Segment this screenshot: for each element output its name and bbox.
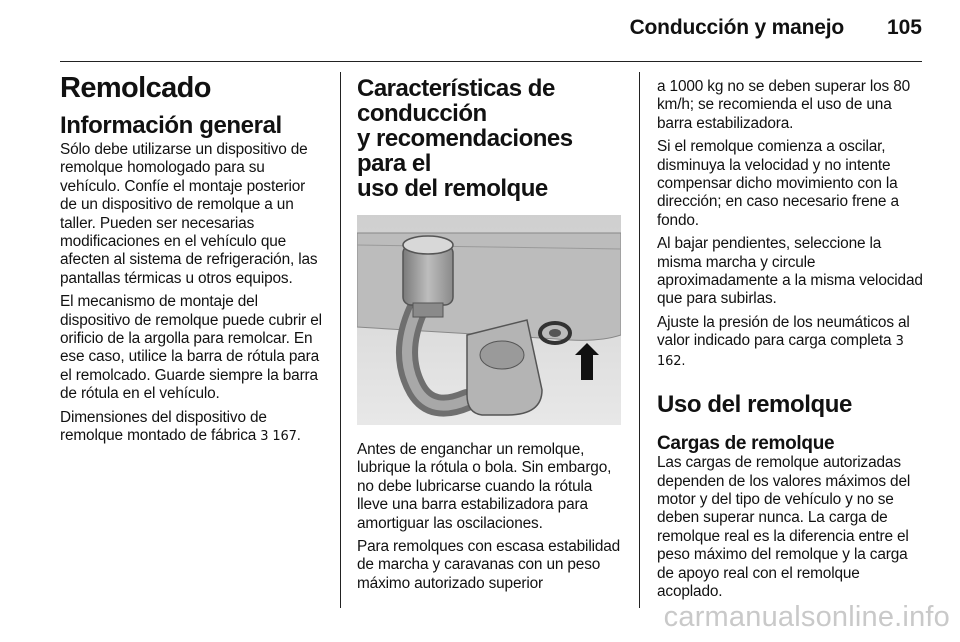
section-title-remolcado: Remolcado: [60, 72, 211, 104]
paragraph: Las cargas de remolque autorizadas dependen de los valores máximos del motor y del tipo de vehículo y no se deben superar nunca. La carga de remolque real es la diferencia entre el peso máximo del remolque y la carga de apoyo real con el remolque acoplado.: [657, 454, 911, 600]
tow-hitch-illustration: [357, 215, 621, 425]
paragraph: [657, 314, 923, 371]
paragraph: [60, 409, 326, 447]
column-1: [60, 70, 326, 452]
subsection-title-informacion-general: Información general: [60, 112, 282, 139]
section-title-uso-del-remolque: Uso del remolque: [657, 391, 852, 419]
column-3: [657, 78, 923, 606]
subsection-title-cargas-de-remolque: Cargas de remolque: [657, 433, 835, 455]
paragraph: El mecanismo de montaje del dispositivo de remolque puede cubrir el orificio de la argolla para remolcar. En ese caso, utilice la barra de rótula para el remolcado. Guarde siempre la barra de rótula en el vehículo.: [60, 293, 322, 403]
tow-hitch-drawing: [357, 215, 621, 425]
paragraph-text: Ajuste la presión de los neumáticos al valor indicado para carga completa: [657, 313, 910, 350]
paragraph: Antes de enganchar un remolque, lubrique la rótula o bola. Sin embargo, no debe lubricarse cuando la rótula lleve una barra estabilizadora para amortiguar las oscilaciones.: [357, 441, 612, 532]
paragraph: a 1000 kg no se deben superar los 80 km/h; se recomienda el uso de una barra estabilizadora.: [657, 78, 911, 132]
running-header-title: Conducción y manejo: [629, 16, 844, 39]
paragraph: Para remolques con escasa estabilidad de marcha y caravanas con un peso máximo autorizado superior: [357, 538, 621, 592]
paragraph: Sólo debe utilizarse un dispositivo de remolque homologado para su vehículo. Confíe el montaje posterior de un dispositivo de remolque a un taller. Pueden ser necesarias modificaciones en el vehículo que afecten al sistema de refrigeración, las pantallas térmicas u otros equipos.: [60, 141, 318, 287]
column-divider-1: [340, 72, 341, 608]
column-2: [357, 76, 623, 598]
page-number: 105: [886, 16, 922, 39]
page-reference-link[interactable]: 3 162.: [657, 334, 904, 369]
paragraph: Al bajar pendientes, seleccione la misma marcha y circule aproximadamente a la misma velocidad que para subirlas.: [657, 235, 923, 308]
paragraph-text: Dimensiones del dispositivo de remolque montado de fábrica: [60, 408, 267, 445]
paragraph: Si el remolque comienza a oscilar, disminuya la velocidad y no intente compensar dicho movimiento con la dirección; en caso necesario frene a fondo.: [657, 138, 899, 229]
page-reference-link[interactable]: 3 167.: [260, 429, 301, 445]
section-title-caracteristicas: Características de conducción y recomendaciones para el uso del remolque: [357, 75, 573, 202]
header-divider: [60, 61, 922, 62]
watermark: carmanualsonline.info: [663, 601, 950, 633]
column-divider-2: [639, 72, 640, 608]
